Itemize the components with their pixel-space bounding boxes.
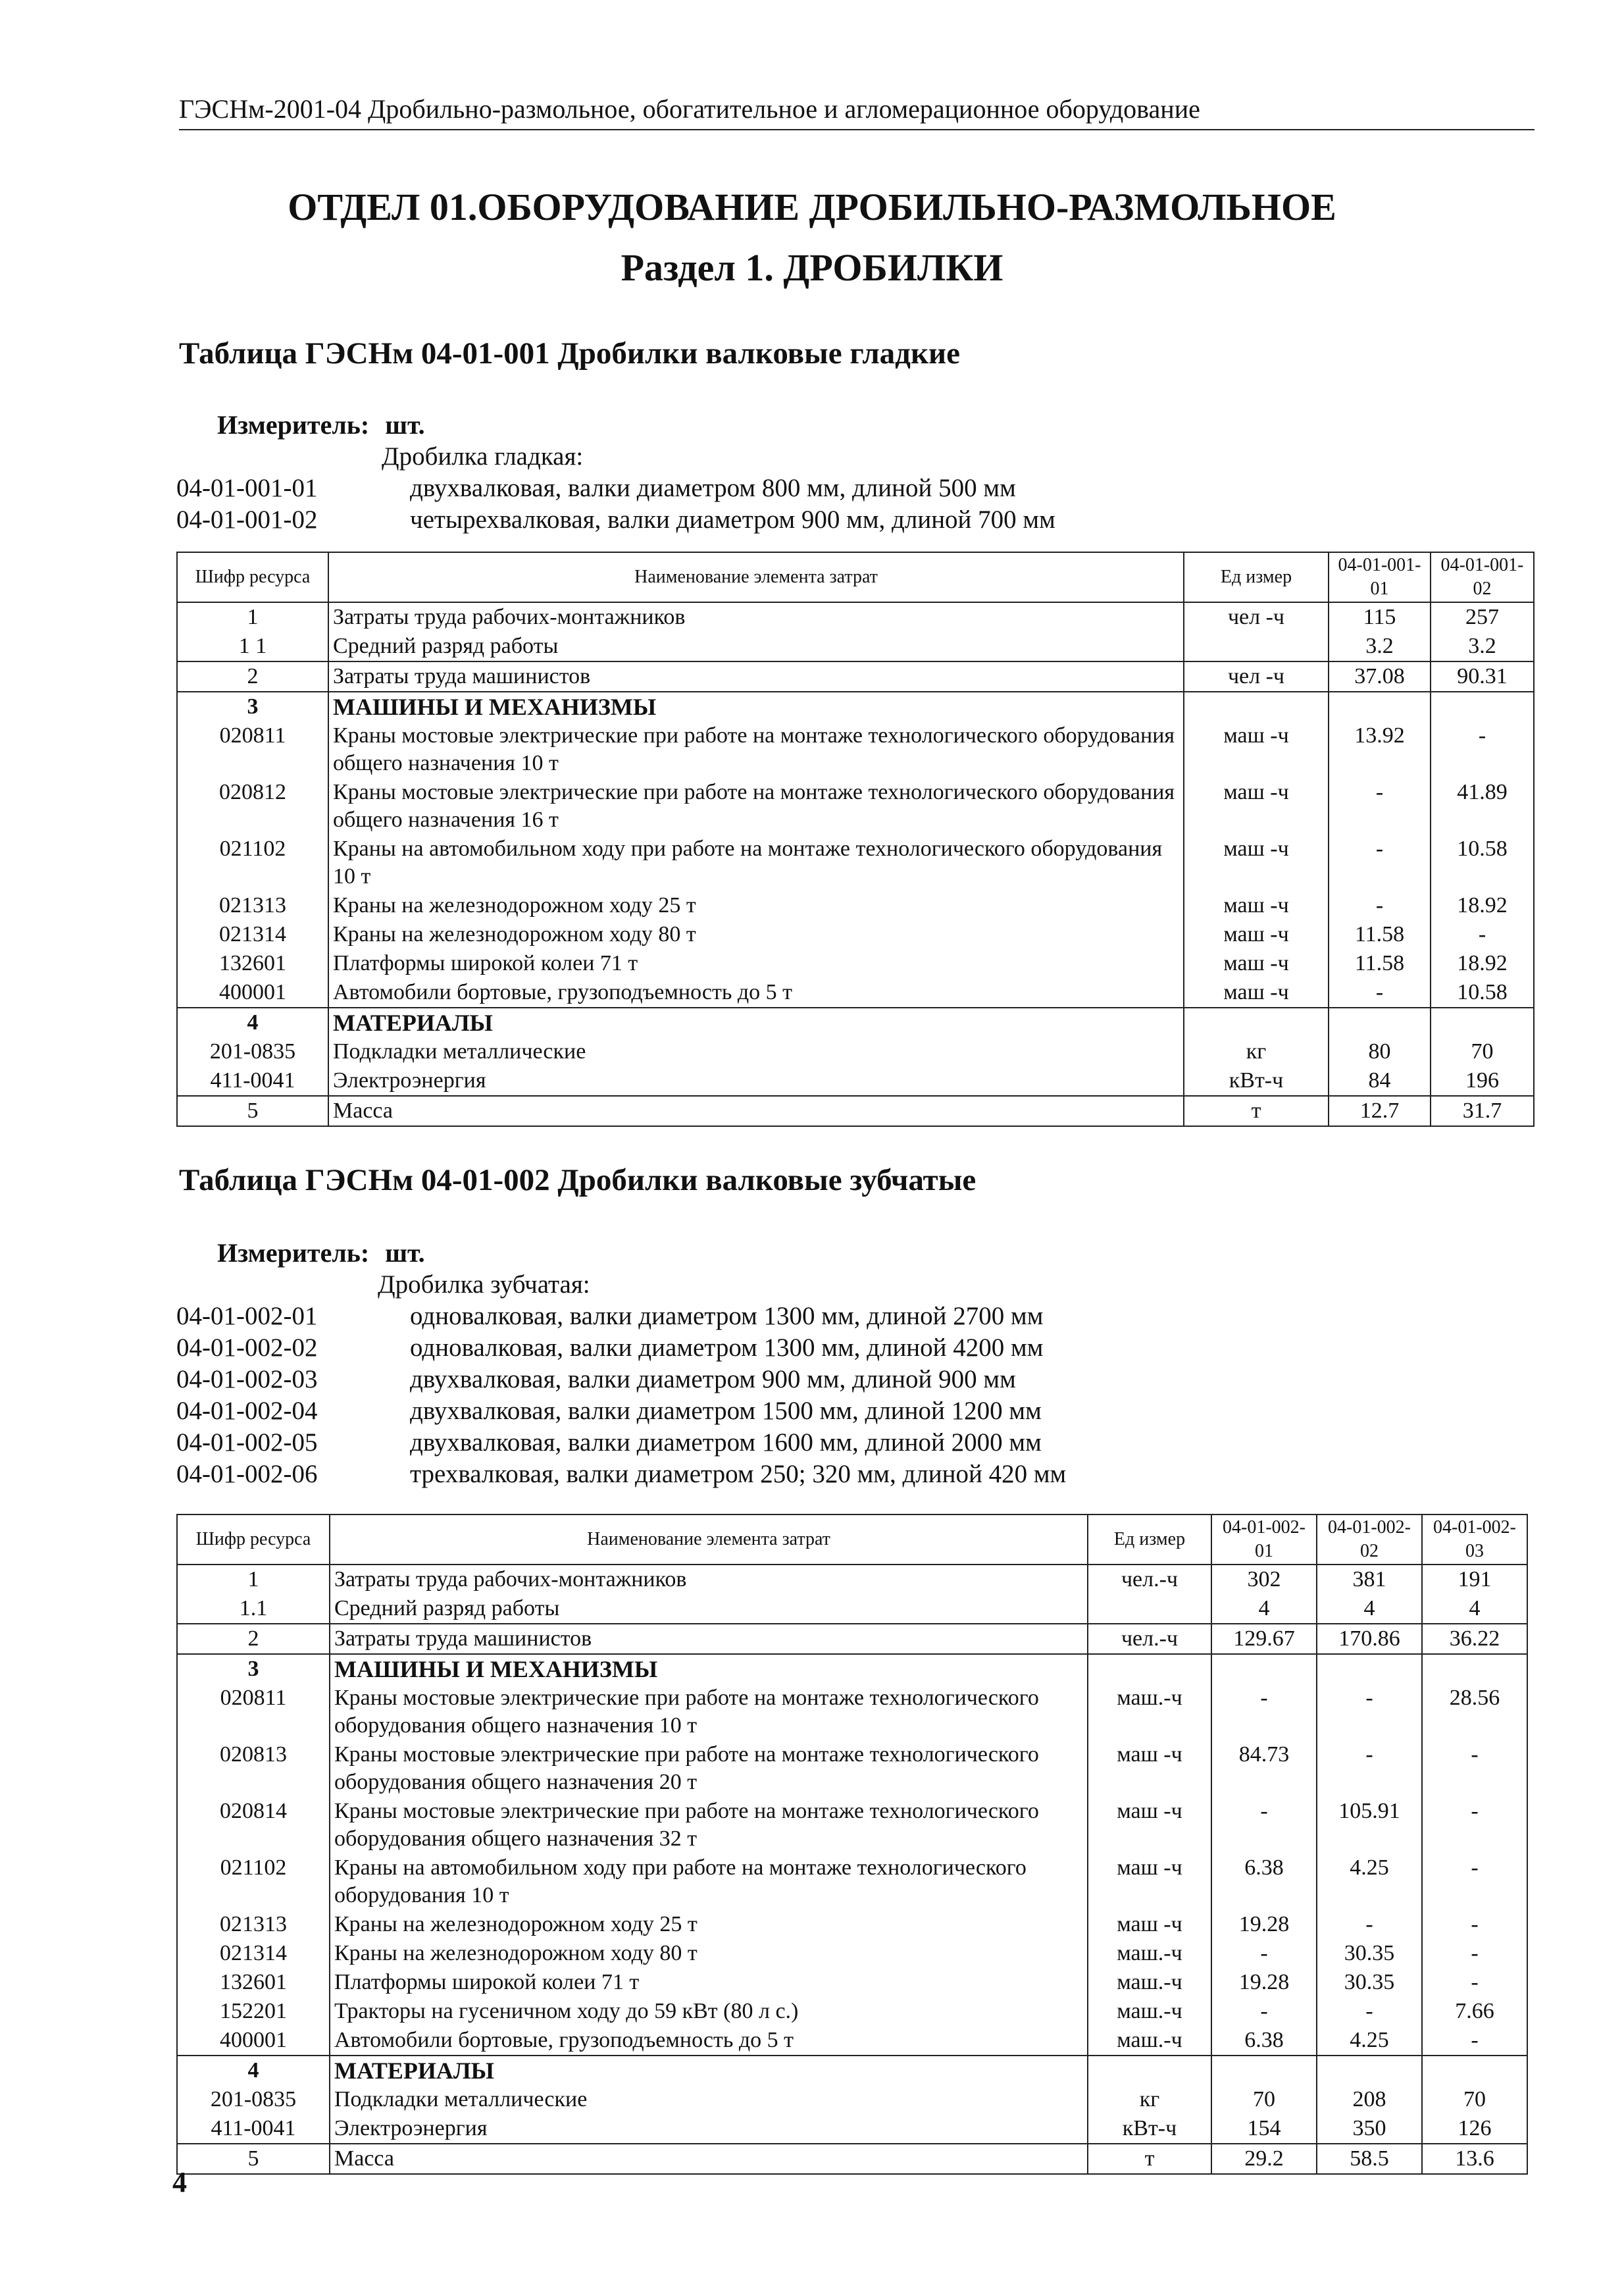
resource-value: 70 [1422, 2085, 1527, 2114]
resource-value [1211, 2056, 1317, 2085]
resource-code: 020811 [177, 721, 328, 778]
table-row [177, 2085, 1527, 2114]
resource-unit: кВт-ч [1088, 2114, 1211, 2144]
variant-code: 04-01-002-01 [176, 1302, 318, 1330]
variant-code: 04-01-002-04 [176, 1397, 318, 1425]
variant-description: трехвалковая, валки диаметром 250; 320 мм, длиной 420 мм [410, 1460, 1067, 1488]
resource-value: 90.31 [1431, 661, 1534, 692]
resource-value [1317, 1654, 1422, 1684]
table1-variants [176, 441, 1055, 536]
resource-value: 12.7 [1329, 1096, 1431, 1126]
table-row [177, 1740, 1527, 1797]
variant-description: четырехвалковая, валки диаметром 900 мм, длиной 700 мм [410, 505, 1055, 534]
table-row [177, 692, 1534, 721]
table-row [177, 978, 1534, 1008]
table-row [177, 2114, 1527, 2144]
resource-value: - [1422, 1910, 1527, 1939]
resource-name: Краны мостовые электрические при работе на монтаже технологического оборудования общего назначения 32 т [330, 1797, 1088, 1853]
table1-measure [217, 409, 425, 441]
variant-row [176, 1364, 1066, 1395]
header-col-3: 04-01-002-03 [1422, 1514, 1527, 1565]
resource-name: Подкладки металлические [328, 1037, 1184, 1066]
resource-name: Краны на автомобильном ходу при работе на монтаже технологического оборудования 10 т [330, 1853, 1088, 1910]
resource-name: Автомобили бортовые, грузоподъемность до 5 т [328, 978, 1184, 1008]
table-row [177, 891, 1534, 920]
resource-value: 80 [1329, 1037, 1431, 1066]
table-row [177, 1037, 1534, 1066]
measure-unit: шт. [385, 410, 425, 440]
resource-name: Краны на железнодорожном ходу 25 т [330, 1910, 1088, 1939]
table-row [177, 1853, 1527, 1910]
table1-title: Таблица ГЭСНм 04-01-001 Дробилки валковые гладкие [179, 336, 960, 371]
resource-value: - [1422, 2026, 1527, 2056]
resource-unit: кг [1088, 2085, 1211, 2114]
resource-value: 84.73 [1211, 1740, 1317, 1797]
table1-resources [176, 552, 1535, 1127]
resource-value: - [1431, 721, 1534, 778]
resource-value: 4 [1317, 1594, 1422, 1624]
table-row [177, 1968, 1527, 1997]
resource-value: - [1317, 1997, 1422, 2026]
resource-unit: маш -ч [1088, 1853, 1211, 1910]
resource-value: 191 [1422, 1565, 1527, 1594]
resource-unit: маш -ч [1184, 920, 1329, 949]
resource-code: 3 [177, 1654, 330, 1684]
table-row [177, 1594, 1527, 1624]
resource-value: 41.89 [1431, 778, 1534, 835]
header-col-1: 04-01-001-01 [1329, 552, 1431, 602]
resource-name: Платформы широкой колеи 71 т [330, 1968, 1088, 1997]
page-number: 4 [172, 2166, 187, 2198]
resource-value [1431, 692, 1534, 721]
resource-value: 18.92 [1431, 891, 1534, 920]
resource-value: 58.5 [1317, 2144, 1422, 2174]
resource-code: 5 [177, 2144, 330, 2174]
resource-value: 381 [1317, 1565, 1422, 1594]
resource-name: Краны на железнодорожном ходу 25 т [328, 891, 1184, 920]
variant-row [176, 1332, 1066, 1364]
resource-name: Краны мостовые электрические при работе на монтаже технологического оборудования общего назначения 20 т [330, 1740, 1088, 1797]
resource-unit: кг [1184, 1037, 1329, 1066]
resource-value: 37.08 [1329, 661, 1431, 692]
resource-value: 3.2 [1329, 632, 1431, 661]
resource-unit: т [1184, 1096, 1329, 1126]
header-unit: Ед измер [1184, 552, 1329, 602]
table-header-row [177, 1514, 1527, 1565]
resource-value: 13.6 [1422, 2144, 1527, 2174]
resource-value: 36.22 [1422, 1624, 1527, 1654]
resource-value: 302 [1211, 1565, 1317, 1594]
department-title: ОТДЕЛ 01.ОБОРУДОВАНИЕ ДРОБИЛЬНО-РАЗМОЛЬНОЕ [288, 186, 1336, 228]
resource-name: Краны на железнодорожном ходу 80 т [330, 1939, 1088, 1968]
table-row [177, 2144, 1527, 2174]
resource-code: 152201 [177, 1997, 330, 2026]
table-row [177, 1939, 1527, 1968]
table-row [177, 1008, 1534, 1037]
resource-code: 411-0041 [177, 1066, 328, 1096]
resource-value: 4 [1211, 1594, 1317, 1624]
resource-code: 1 [177, 1565, 330, 1594]
resource-value: 4 [1422, 1594, 1527, 1624]
table-row [177, 920, 1534, 949]
resource-name: МАТЕРИАЛЫ [328, 1008, 1184, 1037]
table-row [177, 2026, 1527, 2056]
resource-unit: маш -ч [1184, 835, 1329, 891]
table-row [177, 1910, 1527, 1939]
table2-resources [176, 1514, 1528, 2175]
resource-code: 400001 [177, 978, 328, 1008]
resource-unit: маш.-ч [1088, 1968, 1211, 1997]
variant-row [176, 1427, 1066, 1459]
resource-value: 11.58 [1329, 949, 1431, 978]
resource-value: 30.35 [1317, 1939, 1422, 1968]
resource-name: Затраты труда рабочих-монтажников [330, 1565, 1088, 1594]
variant-row [176, 504, 1055, 536]
resource-name: МАШИНЫ И МЕХАНИЗМЫ [330, 1654, 1088, 1684]
resource-unit [1088, 1594, 1211, 1624]
variant-code: 04-01-001-01 [176, 474, 318, 502]
resource-value: - [1211, 1684, 1317, 1740]
resource-value: - [1422, 1968, 1527, 1997]
resource-value: 4.25 [1317, 1853, 1422, 1910]
resource-value: 208 [1317, 2085, 1422, 2114]
resource-code: 021102 [177, 835, 328, 891]
resource-value: 19.28 [1211, 1968, 1317, 1997]
resource-value [1317, 2056, 1422, 2085]
resource-unit [1184, 632, 1329, 661]
resource-value: - [1329, 891, 1431, 920]
table-row [177, 949, 1534, 978]
measure-label: Измеритель: [217, 1238, 370, 1268]
resource-name: Затраты труда рабочих-монтажников [328, 602, 1184, 632]
table2-measure [217, 1237, 425, 1269]
resource-value: - [1317, 1740, 1422, 1797]
header-name: Наименование элемента затрат [330, 1514, 1088, 1565]
resource-value: 105.91 [1317, 1797, 1422, 1853]
resource-name: Краны мостовые электрические при работе на монтаже технологического оборудования общего назначения 10 т [328, 721, 1184, 778]
resource-name: Тракторы на гусеничном ходу до 59 кВт (80 л с.) [330, 1997, 1088, 2026]
variant-code: 04-01-001-02 [176, 505, 318, 534]
resource-unit: маш -ч [1184, 949, 1329, 978]
resource-value: 11.58 [1329, 920, 1431, 949]
resource-value: - [1211, 1939, 1317, 1968]
resource-value: 154 [1211, 2114, 1317, 2144]
resource-code: 2 [177, 1624, 330, 1654]
resource-unit: маш -ч [1184, 978, 1329, 1008]
resource-value: 170.86 [1317, 1624, 1422, 1654]
resource-value: - [1329, 835, 1431, 891]
resource-name: Краны мостовые электрические при работе на монтаже технологического оборудования общего назначения 16 т [328, 778, 1184, 835]
resource-value: 196 [1431, 1066, 1534, 1096]
resource-unit: чел -ч [1184, 602, 1329, 632]
resource-name: Затраты труда машинистов [330, 1624, 1088, 1654]
header-unit: Ед измер [1088, 1514, 1211, 1565]
table-row [177, 632, 1534, 661]
resource-value: 10.58 [1431, 978, 1534, 1008]
resource-code: 132601 [177, 1968, 330, 1997]
resource-value [1422, 1654, 1527, 1684]
resource-name: Краны мостовые электрические при работе на монтаже технологического оборудования общего назначения 10 т [330, 1684, 1088, 1740]
resource-name: Краны на автомобильном ходу при работе на монтаже технологического оборудования 10 т [328, 835, 1184, 891]
variant-description: одновалковая, валки диаметром 1300 мм, длиной 4200 мм [410, 1333, 1044, 1362]
resource-name: Затраты труда машинистов [328, 661, 1184, 692]
resource-code: 020814 [177, 1797, 330, 1853]
resource-unit [1184, 692, 1329, 721]
resource-value: 126 [1422, 2114, 1527, 2144]
resource-name: Масса [328, 1096, 1184, 1126]
resource-code: 021313 [177, 891, 328, 920]
resource-name: Электроэнергия [328, 1066, 1184, 1096]
resource-value: - [1329, 778, 1431, 835]
variant-code: 04-01-002-06 [176, 1460, 318, 1488]
resource-value: 31.7 [1431, 1096, 1534, 1126]
resource-value: - [1317, 1910, 1422, 1939]
resource-code: 2 [177, 661, 328, 692]
resource-name: МАШИНЫ И МЕХАНИЗМЫ [328, 692, 1184, 721]
resource-code: 020811 [177, 1684, 330, 1740]
resource-value: - [1211, 1997, 1317, 2026]
resource-value: - [1317, 1684, 1422, 1740]
table-row [177, 835, 1534, 891]
table-row [177, 602, 1534, 632]
resource-unit: маш.-ч [1088, 1997, 1211, 2026]
table-row [177, 2056, 1527, 2085]
resource-unit: маш.-ч [1088, 1939, 1211, 1968]
resource-value: 10.58 [1431, 835, 1534, 891]
resource-code: 400001 [177, 2026, 330, 2056]
resource-code: 132601 [177, 949, 328, 978]
resource-name: Платформы широкой колеи 71 т [328, 949, 1184, 978]
resource-value: 70 [1211, 2085, 1317, 2114]
group-name: Дробилка зубчатая: [378, 1270, 590, 1299]
resource-value: - [1422, 1939, 1527, 1968]
resource-code: 021314 [177, 920, 328, 949]
resource-value: 7.66 [1422, 1997, 1527, 2026]
resource-value [1329, 692, 1431, 721]
resource-value: - [1422, 1853, 1527, 1910]
resource-value: 28.56 [1422, 1684, 1527, 1740]
resource-value: - [1211, 1797, 1317, 1853]
table-row [177, 1565, 1527, 1594]
resource-unit: маш.-ч [1088, 2026, 1211, 2056]
resource-code: 201-0835 [177, 1037, 328, 1066]
resource-value: - [1431, 920, 1534, 949]
header-name: Наименование элемента затрат [328, 552, 1184, 602]
resource-value: 6.38 [1211, 1853, 1317, 1910]
resource-value: 115 [1329, 602, 1431, 632]
resource-name: Краны на железнодорожном ходу 80 т [328, 920, 1184, 949]
resource-value: 350 [1317, 2114, 1422, 2144]
resource-value: 257 [1431, 602, 1534, 632]
variant-code: 04-01-002-03 [176, 1365, 318, 1393]
resource-name: Подкладки металлические [330, 2085, 1088, 2114]
resource-value: 70 [1431, 1037, 1534, 1066]
table-row [177, 1096, 1534, 1126]
resource-name: МАТЕРИАЛЫ [330, 2056, 1088, 2085]
resource-value: 6.38 [1211, 2026, 1317, 2056]
variant-row [176, 1395, 1066, 1427]
variant-description: двухвалковая, валки диаметром 1500 мм, длиной 1200 мм [410, 1397, 1042, 1425]
variant-code: 04-01-002-05 [176, 1428, 318, 1457]
table-header-row [177, 552, 1534, 602]
resource-code: 1 1 [177, 632, 328, 661]
resource-value: 30.35 [1317, 1968, 1422, 1997]
resource-unit [1088, 1654, 1211, 1684]
resource-value: - [1422, 1797, 1527, 1853]
table-row [177, 778, 1534, 835]
resource-name: Масса [330, 2144, 1088, 2174]
resource-name: Электроэнергия [330, 2114, 1088, 2144]
resource-value [1422, 2056, 1527, 2085]
resource-value: 3.2 [1431, 632, 1534, 661]
resource-value: - [1329, 978, 1431, 1008]
header-code: Шифр ресурса [177, 1514, 330, 1565]
resource-value: 29.2 [1211, 2144, 1317, 2174]
variant-row [176, 1459, 1066, 1490]
table-row [177, 661, 1534, 692]
resource-code: 020813 [177, 1740, 330, 1797]
resource-unit: кВт-ч [1184, 1066, 1329, 1096]
resource-code: 5 [177, 1096, 328, 1126]
resource-unit [1088, 2056, 1211, 2085]
group-name: Дробилка гладкая: [382, 442, 584, 471]
measure-label: Измеритель: [217, 410, 370, 440]
table2-variants [176, 1269, 1066, 1490]
resource-unit: т [1088, 2144, 1211, 2174]
resource-code: 1.1 [177, 1594, 330, 1624]
resource-code: 021313 [177, 1910, 330, 1939]
resource-value: 84 [1329, 1066, 1431, 1096]
running-header: ГЭСНм-2001-04 Дробильно-размольное, обогатительное и агломерационное оборудование [179, 93, 1535, 130]
resource-value: 19.28 [1211, 1910, 1317, 1939]
variant-description: одновалковая, валки диаметром 1300 мм, длиной 2700 мм [410, 1302, 1044, 1330]
header-col-2: 04-01-001-02 [1431, 552, 1534, 602]
resource-unit: маш -ч [1088, 1797, 1211, 1853]
measure-unit: шт. [385, 1238, 425, 1268]
table-row [177, 1797, 1527, 1853]
resource-name: Средний разряд работы [330, 1594, 1088, 1624]
header-col-2: 04-01-002-02 [1317, 1514, 1422, 1565]
resource-code: 020812 [177, 778, 328, 835]
table-row [177, 721, 1534, 778]
table2-title: Таблица ГЭСНм 04-01-002 Дробилки валковые зубчатые [179, 1163, 977, 1197]
resource-unit: чел.-ч [1088, 1624, 1211, 1654]
section-title: Раздел 1. ДРОБИЛКИ [621, 246, 1003, 289]
table-row [177, 1654, 1527, 1684]
variant-row [176, 473, 1055, 504]
variant-code: 04-01-002-02 [176, 1333, 318, 1362]
resource-name: Автомобили бортовые, грузоподъемность до 5 т [330, 2026, 1088, 2056]
header-code: Шифр ресурса [177, 552, 328, 602]
resource-value [1431, 1008, 1534, 1037]
resource-unit: маш -ч [1184, 891, 1329, 920]
table-row [177, 1684, 1527, 1740]
resource-code: 1 [177, 602, 328, 632]
variant-description: двухвалковая, валки диаметром 900 мм, длиной 900 мм [410, 1365, 1016, 1393]
resource-unit: маш -ч [1184, 778, 1329, 835]
header-col-1: 04-01-002-01 [1211, 1514, 1317, 1565]
table-row [177, 1997, 1527, 2026]
resource-code: 021102 [177, 1853, 330, 1910]
variant-description: двухвалковая, валки диаметром 800 мм, длиной 500 мм [410, 474, 1016, 502]
resource-unit: чел -ч [1184, 661, 1329, 692]
resource-unit: маш -ч [1088, 1910, 1211, 1939]
resource-code: 3 [177, 692, 328, 721]
variant-description: двухвалковая, валки диаметром 1600 мм, длиной 2000 мм [410, 1428, 1042, 1457]
resource-code: 021314 [177, 1939, 330, 1968]
resource-value: 18.92 [1431, 949, 1534, 978]
resource-code: 411-0041 [177, 2114, 330, 2144]
resource-value: 13.92 [1329, 721, 1431, 778]
resource-unit: маш -ч [1184, 721, 1329, 778]
resource-value [1329, 1008, 1431, 1037]
resource-unit [1184, 1008, 1329, 1037]
resource-value: - [1422, 1740, 1527, 1797]
resource-name: Средний разряд работы [328, 632, 1184, 661]
table-row [177, 1624, 1527, 1654]
resource-value: 4.25 [1317, 2026, 1422, 2056]
resource-value: 129.67 [1211, 1624, 1317, 1654]
resource-unit: маш -ч [1088, 1740, 1211, 1797]
resource-value [1211, 1654, 1317, 1684]
resource-code: 4 [177, 1008, 328, 1037]
resource-code: 4 [177, 2056, 330, 2085]
resource-unit: маш.-ч [1088, 1684, 1211, 1740]
variant-row [176, 1301, 1066, 1332]
resource-code: 201-0835 [177, 2085, 330, 2114]
table-row [177, 1066, 1534, 1096]
resource-unit: чел.-ч [1088, 1565, 1211, 1594]
